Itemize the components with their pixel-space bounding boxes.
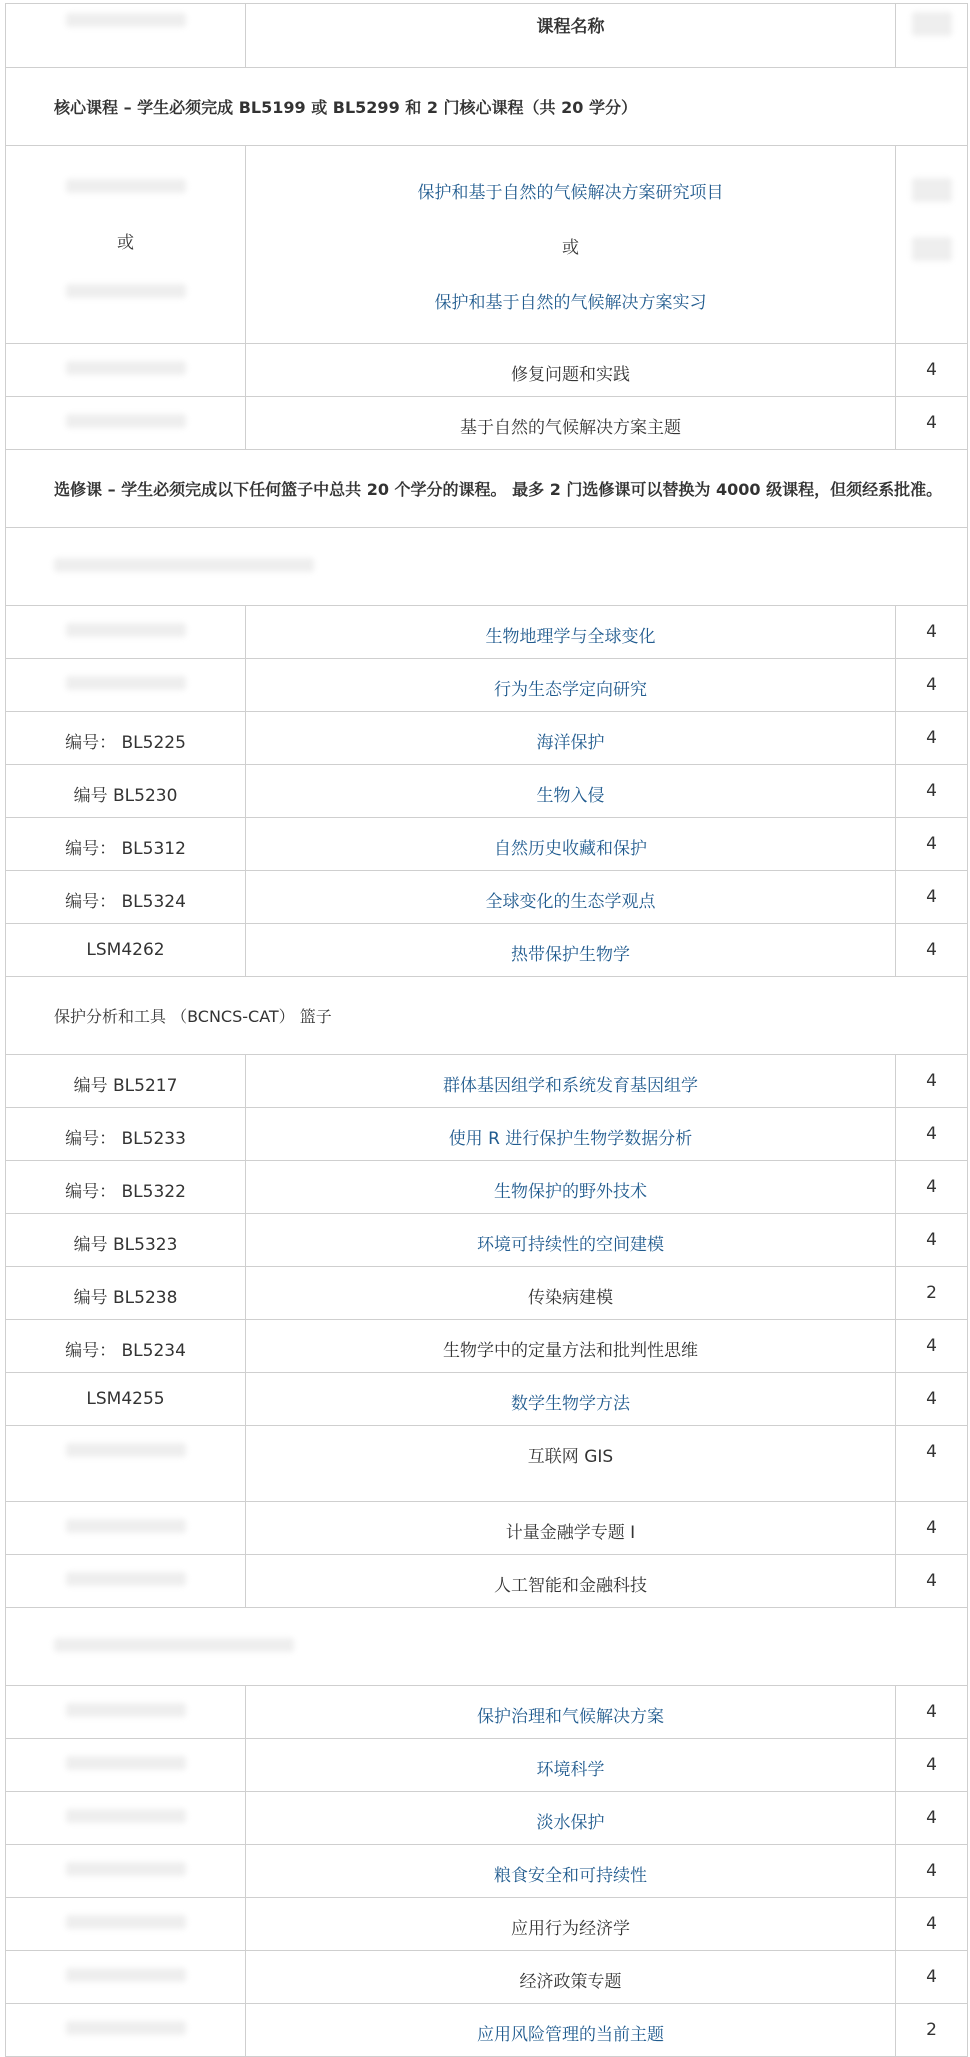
course-name-cell	[246, 1108, 896, 1161]
basket2-title-row	[6, 977, 968, 1055]
course-name-cell	[246, 1739, 896, 1792]
credits-value: 2	[926, 1283, 937, 1303]
course-code-cell	[6, 1055, 246, 1108]
course-name-cell	[246, 1686, 896, 1739]
course-link[interactable]: 使用 R 进行保护生物学数据分析	[448, 1129, 693, 1149]
credits-value: 4	[926, 1071, 937, 1091]
course-name-cell	[246, 1951, 896, 2004]
course-name: 互联网 GIS	[527, 1447, 614, 1467]
table-row	[6, 1267, 968, 1320]
credits-cell	[896, 1845, 968, 1898]
credits-value: 4	[926, 1702, 937, 1722]
credits-cell	[896, 924, 968, 977]
course-link[interactable]: 环境可持续性的空间建模	[477, 1235, 664, 1255]
credits-value: 4	[926, 940, 937, 960]
or-text-label: 或	[562, 238, 579, 258]
course-link-internship[interactable]: 保护和基于自然的气候解决方案实习	[434, 293, 707, 313]
course-name-cell	[246, 1055, 896, 1108]
credits-cell	[896, 1792, 968, 1845]
course-link[interactable]: 全球变化的生态学观点	[485, 892, 656, 912]
table-row	[6, 344, 968, 397]
credits-cell	[896, 606, 968, 659]
credits-cell	[896, 1320, 968, 1373]
credits-value: 4	[926, 622, 937, 642]
course-code-cell	[6, 1739, 246, 1792]
credits-cell	[896, 1373, 968, 1426]
course-code-cell	[6, 344, 246, 397]
course-name-cell	[246, 1502, 896, 1555]
course-code-cell	[6, 1792, 246, 1845]
redacted-code	[66, 1862, 186, 1876]
course-name-cell	[246, 1555, 896, 1608]
credits-value: 4	[926, 675, 937, 695]
credits-cell	[896, 1951, 968, 2004]
table-row	[6, 606, 968, 659]
course-name-cell	[246, 1426, 896, 1502]
core-choice-code	[6, 146, 246, 344]
course-code: LSM4255	[86, 1389, 165, 1409]
table-row	[6, 1845, 968, 1898]
credits-value: 4	[926, 1518, 937, 1538]
credits-cell	[896, 1739, 968, 1792]
course-code-cell	[6, 1320, 246, 1373]
redacted-code	[66, 1756, 186, 1770]
course-name-cell	[246, 1267, 896, 1320]
credits-cell	[896, 659, 968, 712]
redacted-code	[66, 1519, 186, 1533]
credits-value: 4	[926, 1808, 937, 1828]
course-code: 编号： BL5312	[65, 839, 186, 859]
table-row	[6, 1951, 968, 2004]
credits-cell	[896, 765, 968, 818]
course-link[interactable]: 群体基因组学和系统发育基因组学	[443, 1076, 698, 1096]
credits-value: 4	[926, 1177, 937, 1197]
or-code-label: 或	[117, 233, 134, 253]
course-code: 编号 BL5230	[73, 786, 178, 806]
table-row	[6, 1792, 968, 1845]
credits-value: 4	[926, 781, 937, 801]
table-row	[6, 1373, 968, 1426]
table-header-row	[6, 4, 968, 68]
course-name-cell	[246, 871, 896, 924]
table-row	[6, 1898, 968, 1951]
course-code-cell	[6, 1502, 246, 1555]
table-row	[6, 659, 968, 712]
credits-value: 4	[926, 1755, 937, 1775]
course-name: 基于自然的气候解决方案主题	[460, 418, 681, 438]
course-name-cell	[246, 1214, 896, 1267]
course-name-cell	[246, 344, 896, 397]
credits-value: 4	[926, 1861, 937, 1881]
credits-value: 4	[926, 834, 937, 854]
credits-cell	[896, 2004, 968, 2057]
course-name: 人工智能和金融科技	[494, 1576, 647, 1596]
credits-value: 4	[926, 887, 937, 907]
credits-value: 4	[926, 1442, 937, 1462]
course-code: 编号： BL5233	[65, 1129, 186, 1149]
course-code-cell	[6, 1898, 246, 1951]
header-code-cell	[6, 4, 246, 68]
course-name: 生物学中的定量方法和批判性思维	[443, 1341, 698, 1361]
redacted-code	[66, 1703, 186, 1717]
course-code-cell	[6, 1214, 246, 1267]
basket2-title: 保护分析和工具 （BCNCS-CAT） 篮子	[6, 977, 968, 1055]
basket1-title-row	[6, 528, 968, 606]
course-name-cell	[246, 397, 896, 450]
course-link[interactable]: 环境科学	[536, 1760, 605, 1780]
table-row	[6, 1686, 968, 1739]
credits-value: 4	[926, 1914, 937, 1934]
course-code: 编号： BL5225	[65, 733, 186, 753]
credits-cell	[896, 1426, 968, 1502]
course-name-cell	[246, 1845, 896, 1898]
course-link[interactable]: 热带保护生物学	[511, 945, 630, 965]
table-row	[6, 818, 968, 871]
credits-cell	[896, 818, 968, 871]
credits-value: 4	[926, 1389, 937, 1409]
credits-value: 4	[926, 1124, 937, 1144]
course-code-cell	[6, 818, 246, 871]
course-link[interactable]: 生物保护的野外技术	[494, 1182, 647, 1202]
credits-cell	[896, 1214, 968, 1267]
credits-value: 2	[926, 2020, 937, 2040]
credits-value: 4	[926, 1967, 937, 1987]
redacted-code	[66, 2021, 186, 2035]
elective-section-row	[6, 450, 968, 528]
table-row	[6, 1426, 968, 1502]
table-row	[6, 712, 968, 765]
core-section-title: 核心课程 – 学生必须完成 BL5199 或 BL5299 和 2 门核心课程（共 20 学分）	[6, 68, 968, 146]
course-code-cell	[6, 1426, 246, 1502]
credits-cell	[896, 1055, 968, 1108]
course-code: 编号： BL5324	[65, 892, 186, 912]
course-code-cell	[6, 712, 246, 765]
course-code-cell	[6, 1108, 246, 1161]
credits-cell	[896, 1502, 968, 1555]
table-row	[6, 1320, 968, 1373]
course-link[interactable]: 行为生态学定向研究	[494, 680, 647, 700]
credits-cell	[896, 871, 968, 924]
basket3-title	[6, 1608, 968, 1686]
course-name-cell	[246, 659, 896, 712]
course-link-research-project[interactable]: 保护和基于自然的气候解决方案研究项目	[417, 183, 724, 203]
credits-cell	[896, 1161, 968, 1214]
table-row	[6, 397, 968, 450]
course-name-cell	[246, 818, 896, 871]
credits-value: 4	[926, 360, 937, 380]
course-code-cell	[6, 1267, 246, 1320]
basket1-title	[6, 528, 968, 606]
table-row	[6, 1502, 968, 1555]
table-row	[6, 1108, 968, 1161]
redacted-code	[66, 623, 186, 637]
header-course-name: 课程名称	[246, 4, 896, 68]
course-name-cell	[246, 1898, 896, 1951]
table-row	[6, 765, 968, 818]
redacted-code	[66, 676, 186, 690]
course-name: 传染病建模	[528, 1288, 613, 1308]
course-link[interactable]: 生物入侵	[536, 786, 605, 806]
course-code-cell	[6, 1373, 246, 1426]
course-name: 经济政策专题	[519, 1972, 622, 1992]
course-table	[5, 3, 968, 2057]
credits-cell	[896, 712, 968, 765]
course-link[interactable]: 保护治理和气候解决方案	[477, 1707, 664, 1727]
credits-value: 4	[926, 1571, 937, 1591]
course-name: 修复问题和实践	[511, 365, 630, 385]
table-row	[6, 1161, 968, 1214]
redacted-code	[66, 414, 186, 428]
credits-cell	[896, 1267, 968, 1320]
course-code: 编号 BL5238	[73, 1288, 178, 1308]
table-row	[6, 1055, 968, 1108]
course-name-cell	[246, 765, 896, 818]
course-name-cell	[246, 1320, 896, 1373]
course-name-cell	[246, 1161, 896, 1214]
course-name-cell	[246, 712, 896, 765]
redacted-code	[66, 1572, 186, 1586]
redacted-code	[66, 1915, 186, 1929]
credits-cell	[896, 1108, 968, 1161]
course-name-cell	[246, 924, 896, 977]
course-code-cell	[6, 659, 246, 712]
course-code-cell	[6, 397, 246, 450]
redacted-code	[66, 1968, 186, 1982]
course-code-cell	[6, 1845, 246, 1898]
credits-cell	[896, 344, 968, 397]
table-row	[6, 924, 968, 977]
redacted-code	[66, 1443, 186, 1457]
course-link[interactable]: 自然历史收藏和保护	[494, 839, 647, 859]
course-name: 应用行为经济学	[511, 1919, 630, 1939]
credits-value: 4	[926, 1336, 937, 1356]
course-link[interactable]: 淡水保护	[536, 1813, 605, 1833]
course-name: 计量金融学专题 I	[505, 1523, 636, 1543]
credits-cell	[896, 1686, 968, 1739]
course-code-cell	[6, 1555, 246, 1608]
basket3-title-row	[6, 1608, 968, 1686]
credits-cell	[896, 1898, 968, 1951]
header-credits-cell	[896, 4, 968, 68]
course-code: 编号 BL5323	[73, 1235, 178, 1255]
redacted-code	[66, 361, 186, 375]
table-row	[6, 1555, 968, 1608]
course-code-cell	[6, 765, 246, 818]
credits-value: 4	[926, 413, 937, 433]
credits-value: 4	[926, 1230, 937, 1250]
credits-cell	[896, 1555, 968, 1608]
course-name-cell	[246, 1792, 896, 1845]
redacted-code	[66, 1809, 186, 1823]
core-section-row	[6, 68, 968, 146]
table-row	[6, 1214, 968, 1267]
course-code-cell	[6, 1951, 246, 2004]
course-code-cell	[6, 1686, 246, 1739]
course-link[interactable]: 数学生物学方法	[511, 1394, 630, 1414]
core-choice-credits	[896, 146, 968, 344]
course-code: 编号 BL5217	[73, 1076, 178, 1096]
course-code-cell	[6, 924, 246, 977]
course-name-cell	[246, 606, 896, 659]
course-code: 编号： BL5234	[65, 1341, 186, 1361]
course-code-cell	[6, 1161, 246, 1214]
table-row	[6, 871, 968, 924]
course-link[interactable]: 海洋保护	[536, 733, 605, 753]
course-code-cell	[6, 2004, 246, 2057]
core-choice-row	[6, 146, 968, 344]
course-link[interactable]: 生物地理学与全球变化	[485, 627, 656, 647]
course-code: LSM4262	[86, 940, 165, 960]
course-code-cell	[6, 606, 246, 659]
table-row	[6, 2004, 968, 2057]
core-choice-names	[246, 146, 896, 344]
course-code-cell	[6, 871, 246, 924]
credits-value: 4	[926, 728, 937, 748]
credits-cell	[896, 397, 968, 450]
course-name-cell	[246, 1373, 896, 1426]
elective-section-title: 选修课 – 学生必须完成以下任何篮子中总共 20 个学分的课程。 最多 2 门选修课可以替换为 4000 级课程，但须经系批准。	[6, 450, 968, 528]
course-code: 编号： BL5322	[65, 1182, 186, 1202]
course-name-cell	[246, 2004, 896, 2057]
table-row	[6, 1739, 968, 1792]
course-link[interactable]: 应用风险管理的当前主题	[477, 2025, 664, 2045]
course-link[interactable]: 粮食安全和可持续性	[494, 1866, 647, 1886]
